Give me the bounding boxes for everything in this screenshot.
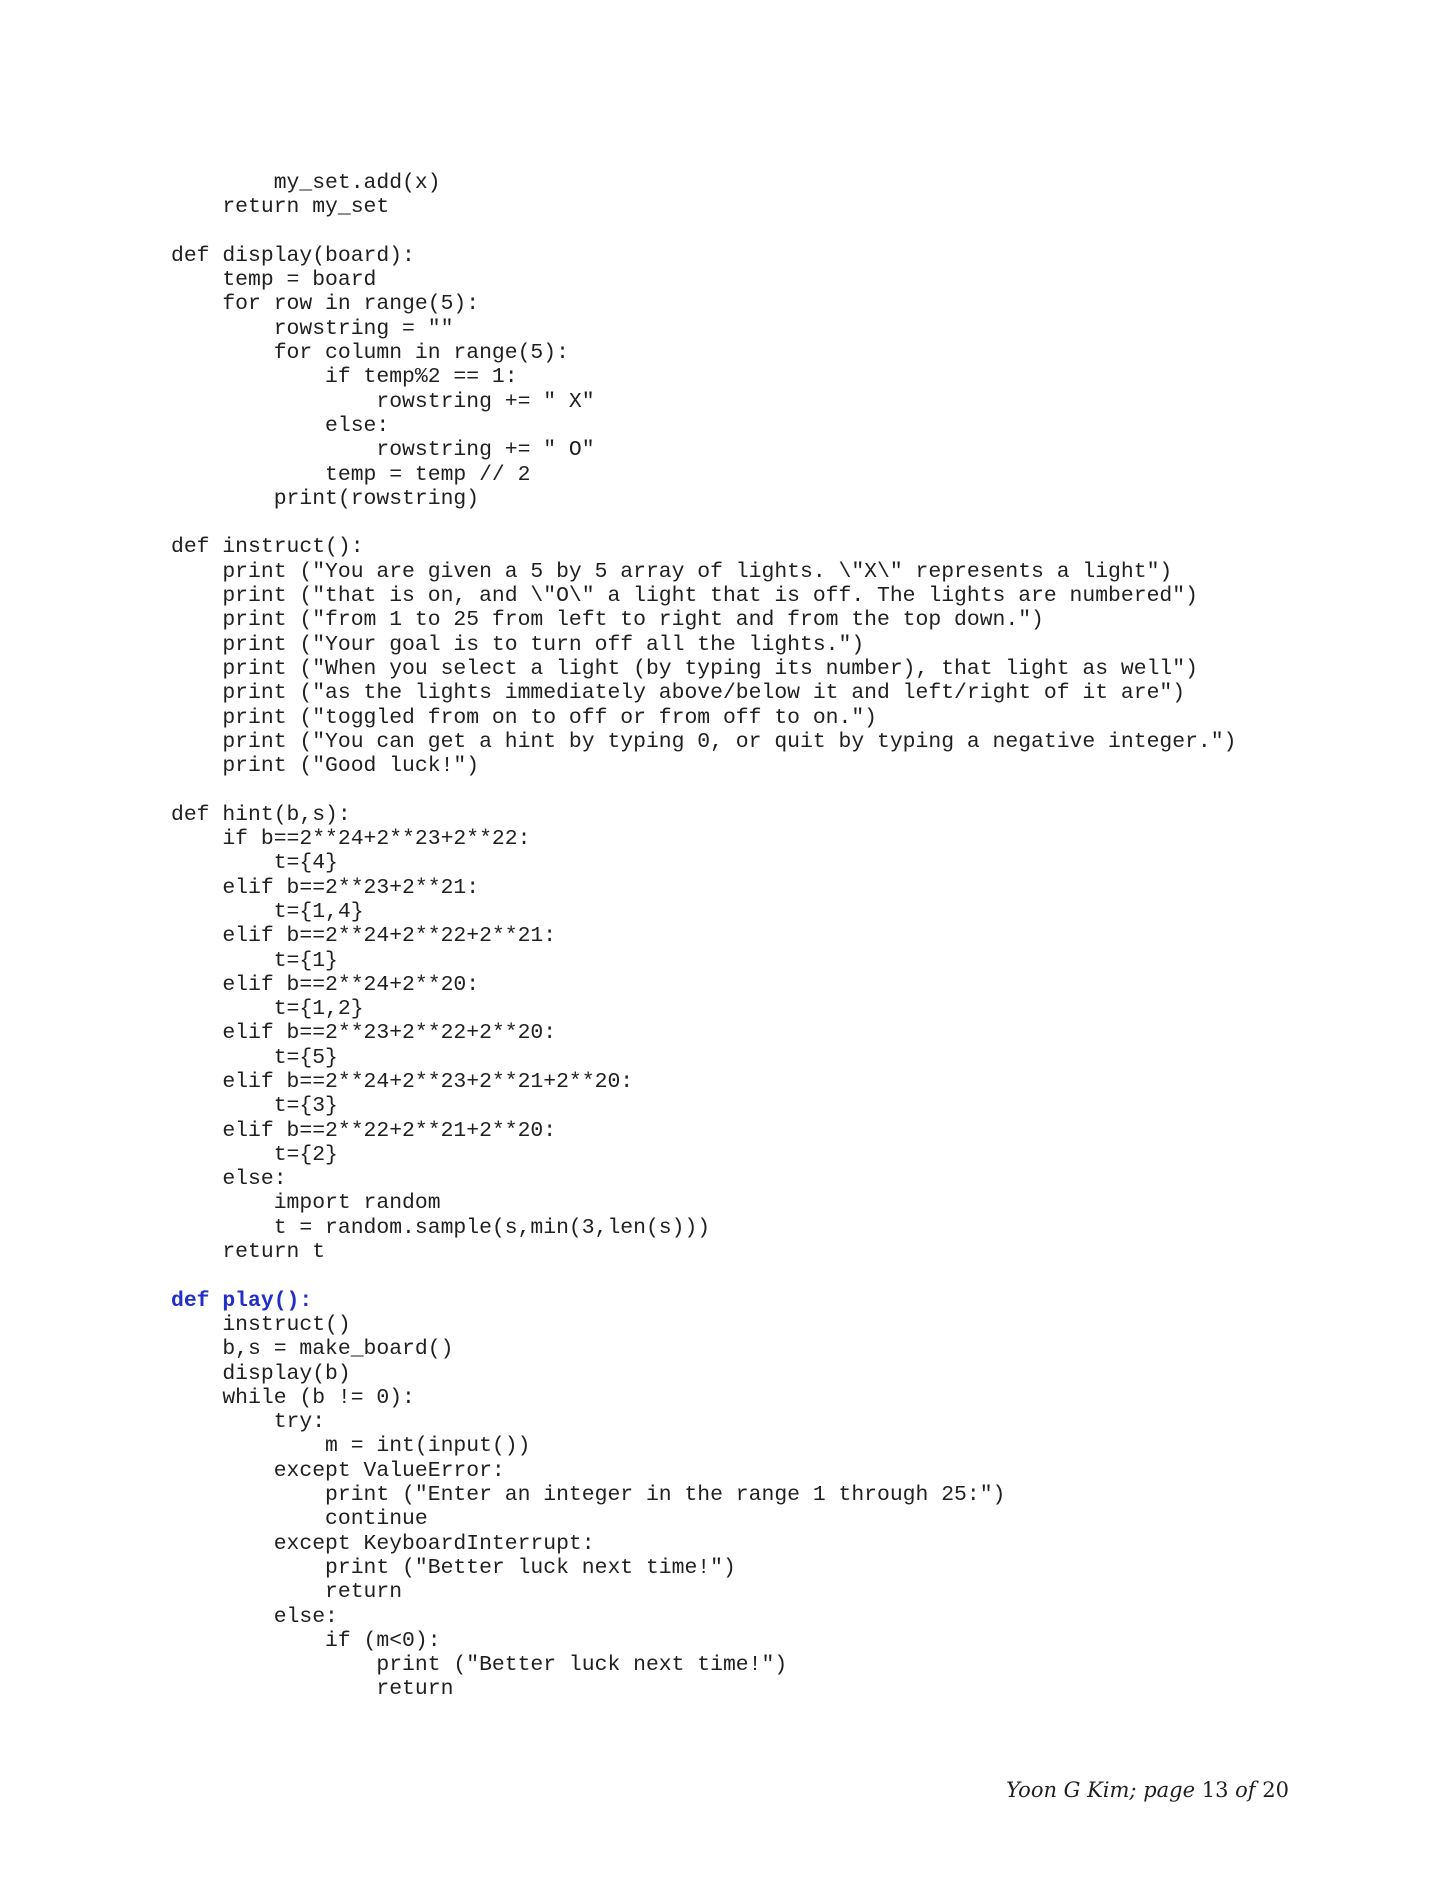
code-line	[171, 1264, 1236, 1288]
code-line: def hint(b,s):	[171, 802, 351, 827]
code-line: t={1}	[171, 948, 338, 973]
code-line: print ("Good luck!")	[171, 754, 480, 779]
code-line: t={1,2}	[171, 997, 364, 1022]
code-line: except KeyboardInterrupt:	[171, 1531, 595, 1556]
code-line: t={1,4}	[171, 899, 364, 924]
code-line: for row in range(5):	[171, 292, 480, 317]
code-line: temp = temp // 2	[171, 462, 531, 487]
code-line: import random	[171, 1191, 441, 1216]
code-line: try:	[171, 1410, 326, 1435]
code-line: display(b)	[171, 1361, 351, 1386]
code-line: return t	[171, 1240, 326, 1265]
code-line: temp = board	[171, 268, 377, 293]
code-line: t={2}	[171, 1142, 338, 1167]
page-footer	[1006, 1778, 1289, 1802]
code-line	[171, 220, 1236, 244]
code-line: my_set.add(x)	[171, 171, 441, 195]
code-line: elif b==2**23+2**21:	[171, 875, 480, 900]
code-line-highlighted: def play():	[171, 1288, 313, 1313]
code-line: print ("When you select a light (by typing its number), that light as well")	[171, 656, 1198, 681]
code-line: elif b==2**22+2**21+2**20:	[171, 1118, 557, 1143]
code-line	[171, 511, 1236, 535]
code-line: t={3}	[171, 1094, 338, 1119]
code-line: return	[171, 1580, 403, 1605]
code-line: return my_set	[171, 195, 390, 220]
code-listing	[171, 171, 1236, 1702]
footer-page-number: 13	[1201, 1778, 1229, 1802]
code-line: except ValueError:	[171, 1458, 505, 1483]
code-line: else:	[171, 1604, 338, 1629]
code-line: print ("that is on, and \"O\" a light that is off. The lights are numbered")	[171, 584, 1198, 609]
code-line: print ("You can get a hint by typing 0, or quit by typing a negative integer.")	[171, 729, 1237, 754]
code-line: instruct()	[171, 1312, 351, 1337]
code-line: t={4}	[171, 851, 338, 876]
code-line: print ("as the lights immediately above/below it and left/right of it are")	[171, 681, 1186, 706]
code-line: print(rowstring)	[171, 486, 480, 511]
code-line: print ("Enter an integer in the range 1 through 25:")	[171, 1483, 1006, 1508]
code-line: print ("Better luck next time!")	[171, 1653, 788, 1678]
code-line: continue	[171, 1507, 428, 1532]
code-line: print ("You are given a 5 by 5 array of lights. \"X\" represents a light")	[171, 559, 1173, 584]
code-line: t = random.sample(s,min(3,len(s)))	[171, 1215, 711, 1240]
code-line: elif b==2**24+2**23+2**21+2**20:	[171, 1069, 634, 1094]
code-line: for column in range(5):	[171, 341, 569, 366]
code-line: def display(board):	[171, 243, 415, 268]
code-line	[171, 778, 1236, 802]
code-line: elif b==2**24+2**20:	[171, 972, 480, 997]
code-line: m = int(input())	[171, 1434, 531, 1459]
code-line: rowstring += " O"	[171, 438, 595, 463]
code-line: rowstring += " X"	[171, 389, 595, 414]
code-line: def instruct():	[171, 535, 364, 560]
code-line: if (m<0):	[171, 1628, 441, 1653]
code-line: if temp%2 == 1:	[171, 365, 518, 390]
code-line: rowstring = ""	[171, 316, 454, 341]
code-line: print ("Better luck next time!")	[171, 1555, 736, 1580]
code-line: elif b==2**24+2**22+2**21:	[171, 924, 557, 949]
code-line: print ("Your goal is to turn off all the lights.")	[171, 632, 865, 657]
code-line: else:	[171, 413, 390, 438]
code-line: b,s = make_board()	[171, 1337, 454, 1362]
code-line: print ("toggled from on to off or from off to on.")	[171, 705, 878, 730]
code-line: t={5}	[171, 1045, 338, 1070]
footer-total-pages: 20	[1262, 1778, 1289, 1802]
code-line: print ("from 1 to 25 from left to right and from the top down.")	[171, 608, 1044, 633]
code-line: if b==2**24+2**23+2**22:	[171, 827, 531, 852]
footer-page-word: page	[1143, 1778, 1196, 1802]
code-line: return	[171, 1677, 454, 1702]
code-line: while (b != 0):	[171, 1385, 415, 1410]
footer-of-word: of	[1235, 1778, 1256, 1802]
code-line: elif b==2**23+2**22+2**20:	[171, 1021, 557, 1046]
code-line: else:	[171, 1167, 287, 1192]
footer-author: Yoon G Kim;	[1006, 1778, 1137, 1802]
